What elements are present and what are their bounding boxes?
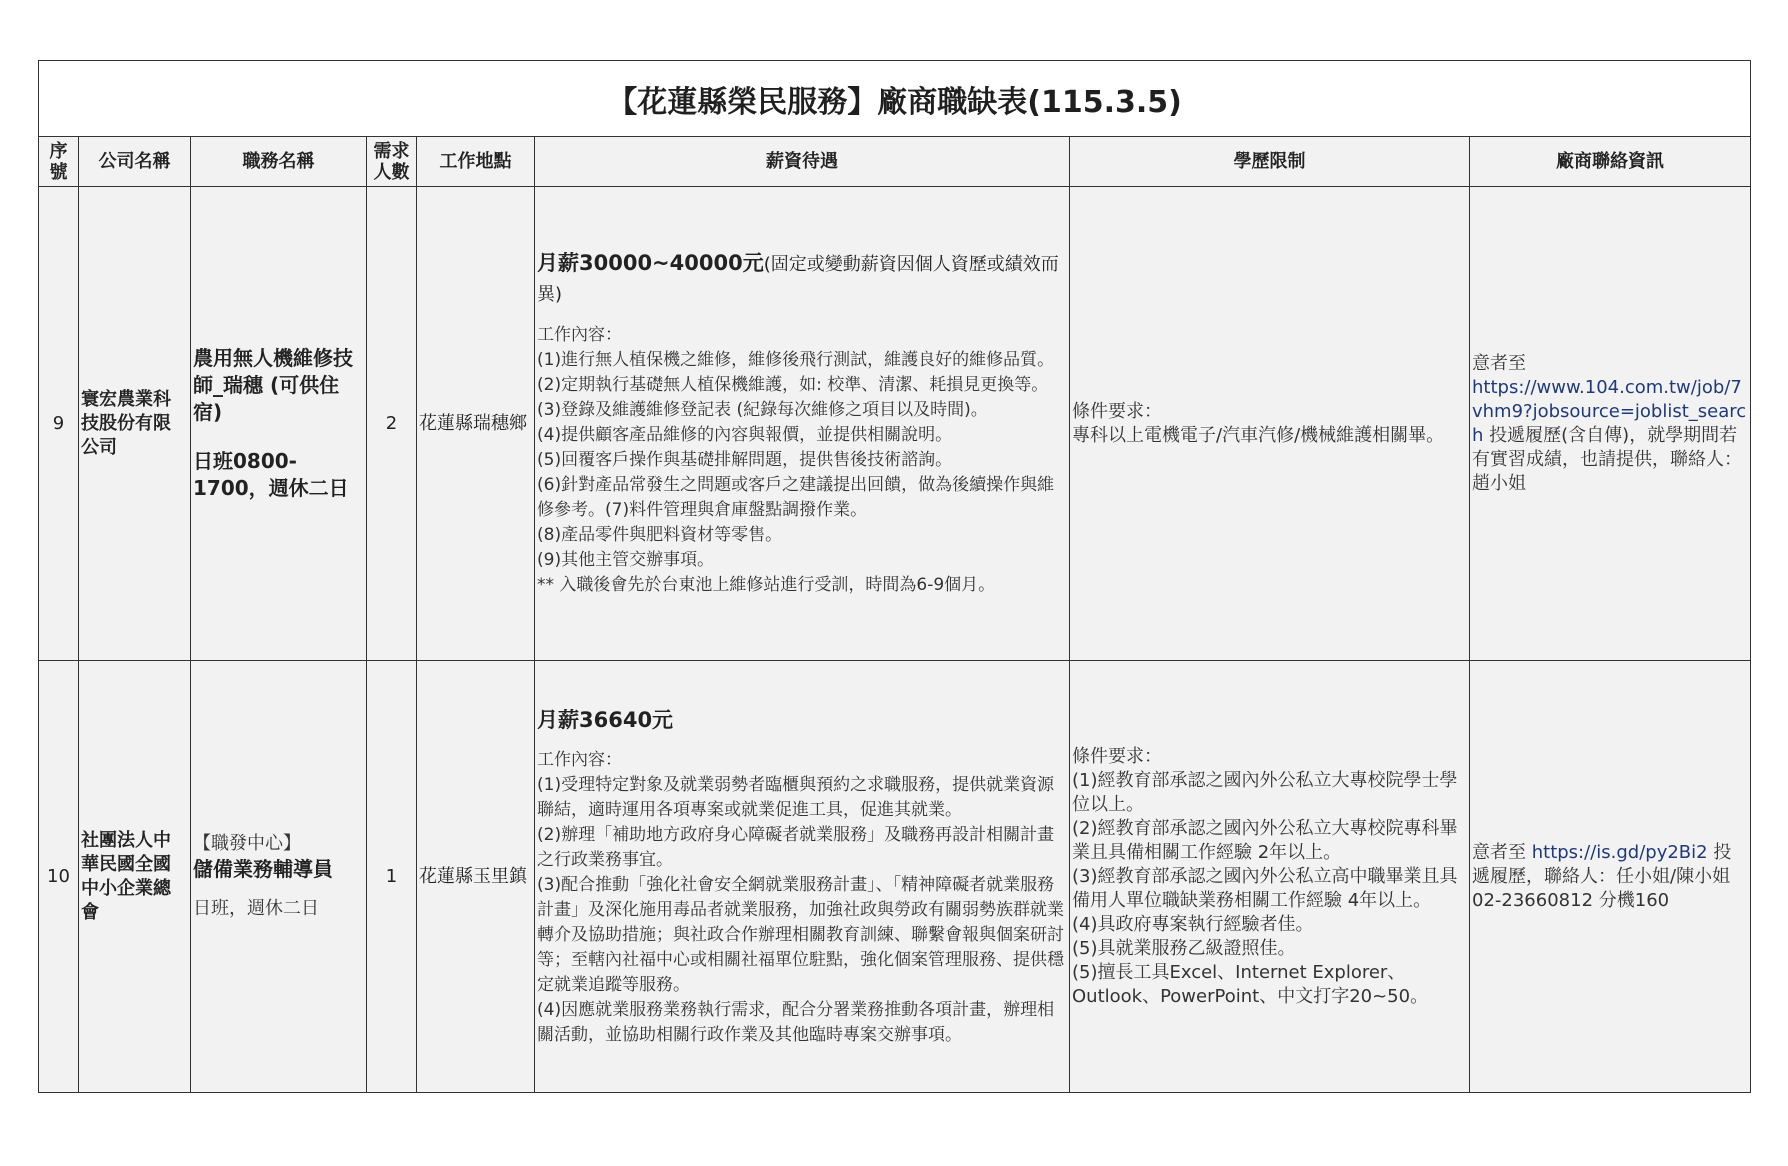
- education-line: (1)經教育部承認之國內外公私立大專校院學士學位以上。: [1072, 769, 1458, 815]
- header-salary: 薪資待遇: [535, 137, 1070, 187]
- header-count: 需求人數: [367, 137, 417, 187]
- salary-line: [537, 249, 1067, 309]
- duty-line: (2)辦理「補助地方政府身心障礙者就業服務」及職務再設計相關計畫之行政業務事宜。: [537, 824, 1055, 870]
- duty-line: (8)產品零件與肥料資材等零售。: [537, 525, 783, 545]
- education-line: (3)經教育部承認之國內外公私立高中職畢業且具備用人單位職缺業務相關工作經驗 4年以上。: [1072, 865, 1458, 911]
- duty-line: (6)針對產品常發生之問題或客戶之建議提出回饋，做為後續操作與維修參考。(7)料件管理與倉庫盤點調撥作業。: [537, 475, 1055, 520]
- work-location: 花蓮縣玉里鎮: [417, 661, 535, 1093]
- contact-phone: 02-23660812 分機160: [1472, 889, 1670, 911]
- duty-line: (2)定期執行基礎無人植保機維護，如: 校準、清潔、耗損見更換等。: [537, 375, 1049, 395]
- duties-list: [537, 748, 1067, 1048]
- table-row: [39, 187, 1751, 661]
- salary-note: (固定或變動薪資因個人資歷或績效而異): [537, 254, 1059, 305]
- header-education: 學歷限制: [1070, 137, 1470, 187]
- contact-suffix: 投遞履歷(含自傳)，就學期間若有實習成績，也請提供，聯絡人：趙小姐: [1472, 424, 1742, 494]
- duty-line: 工作內容：: [537, 325, 622, 345]
- education-line: 條件要求：: [1072, 400, 1162, 422]
- row-number: 9: [39, 187, 79, 661]
- job-table-sheet: [38, 60, 1751, 1093]
- duty-line: (4)因應就業服務業務執行需求，配合分署業務推動各項計畫，辦理相關活動，並協助相關行政作業及其他臨時專案交辦事項。: [537, 999, 1055, 1045]
- contact-suffix: 投遞履歷，聯絡人：任小姐/陳小姐: [1472, 841, 1732, 887]
- header-company: 公司名稱: [79, 137, 191, 187]
- education-line: 條件要求：: [1072, 745, 1162, 767]
- header-job: 職務名稱: [191, 137, 367, 187]
- table-row: [39, 661, 1751, 1093]
- job-cell: [191, 187, 367, 661]
- duty-line: (3)配合推動「強化社會安全網就業服務計畫」、「精神障礙者就業服務計畫」及深化施用毒品者就業服務，加強社政與勞政有關弱勢族群就業轉介及協助措施；與社政合作辦理相關教育訓練、聯繫會報與個案研討等；至轄內社福中心或相關社福單位駐點，強化個案管理服務、提供穩定就業追蹤等服務。: [537, 874, 1064, 995]
- row-number: 10: [39, 661, 79, 1093]
- contact-cell: [1470, 661, 1751, 1093]
- header-contact: 廠商聯絡資訊: [1470, 137, 1751, 187]
- job-schedule: 日班0800-1700，週休二日: [193, 449, 349, 500]
- contact-cell: [1470, 187, 1751, 661]
- header-place: 工作地點: [417, 137, 535, 187]
- work-location: 花蓮縣瑞穗鄉: [417, 187, 535, 661]
- education-line: (5)擅長工具Excel、Internet Explorer、Outlook、PowerPoint、中文打字20~50。: [1072, 961, 1429, 1007]
- salary-cell: [535, 661, 1070, 1093]
- salary-main: 月薪30000~40000元: [537, 251, 764, 275]
- job-table: [38, 60, 1751, 1093]
- salary-main: 月薪36640元: [537, 707, 674, 732]
- duty-line: (5)回覆客戶操作與基礎排解問題，提供售後技術諮詢。: [537, 450, 953, 470]
- education-line: (5)具就業服務乙級證照佳。: [1072, 937, 1296, 959]
- education-cell: [1070, 661, 1470, 1093]
- duty-line: ** 入職後會先於台東池上維修站進行受訓，時間為6-9個月。: [537, 575, 996, 595]
- education-line: (4)具政府專案執行經驗者佳。: [1072, 913, 1314, 935]
- duty-line: (3)登錄及維護維修登記表 (紀錄每次維修之項目以及時間)。: [537, 400, 988, 420]
- education-cell: [1070, 187, 1470, 661]
- education-line: 專科以上電機電子/汽車汽修/機械維護相關畢。: [1072, 424, 1445, 446]
- duty-line: (4)提供顧客產品維修的內容與報價，並提供相關說明。: [537, 425, 953, 445]
- headcount: 2: [367, 187, 417, 661]
- contact-link[interactable]: https://is.gd/py2Bi2: [1531, 841, 1708, 863]
- contact-prefix: 意者至: [1472, 352, 1526, 374]
- header-row: [39, 137, 1751, 187]
- company-name: 寰宏農業科技股份有限公司: [79, 187, 191, 661]
- duty-line: (1)進行無人植保機之維修，維修後飛行測試，維護良好的維修品質。: [537, 350, 1055, 370]
- header-no: 序號: [39, 137, 79, 187]
- duties-list: [537, 323, 1067, 598]
- salary-cell: [535, 187, 1070, 661]
- duty-line: (9)其他主管交辦事項。: [537, 550, 715, 570]
- table-title: 【花蓮縣榮民服務】廠商職缺表(115.3.5): [39, 61, 1751, 137]
- job-cell: [191, 661, 367, 1093]
- headcount: 1: [367, 661, 417, 1093]
- contact-link[interactable]: https://www.104.com.tw/job/7vhm9?jobsource=joblist_search: [1472, 376, 1747, 446]
- contact-prefix: 意者至: [1472, 841, 1532, 863]
- duty-line: (1)受理特定對象及就業弱勢者臨櫃與預約之求職服務，提供就業資源聯結，適時運用各項專案或就業促進工具，促進其就業。: [537, 774, 1055, 820]
- education-line: (2)經教育部承認之國內外公私立大專校院專科畢業且具備相關工作經驗 2年以上。: [1072, 817, 1458, 863]
- duty-line: 工作內容：: [537, 749, 622, 770]
- job-schedule: 日班，週休二日: [193, 898, 319, 919]
- company-name: 社團法人中華民國全國中小企業總會: [79, 661, 191, 1093]
- job-title: 農用無人機維修技師_瑞穗 (可供住宿): [193, 346, 353, 424]
- job-title: 儲備業務輔導員: [193, 857, 333, 881]
- job-prefix: 【職發中心】: [193, 833, 301, 854]
